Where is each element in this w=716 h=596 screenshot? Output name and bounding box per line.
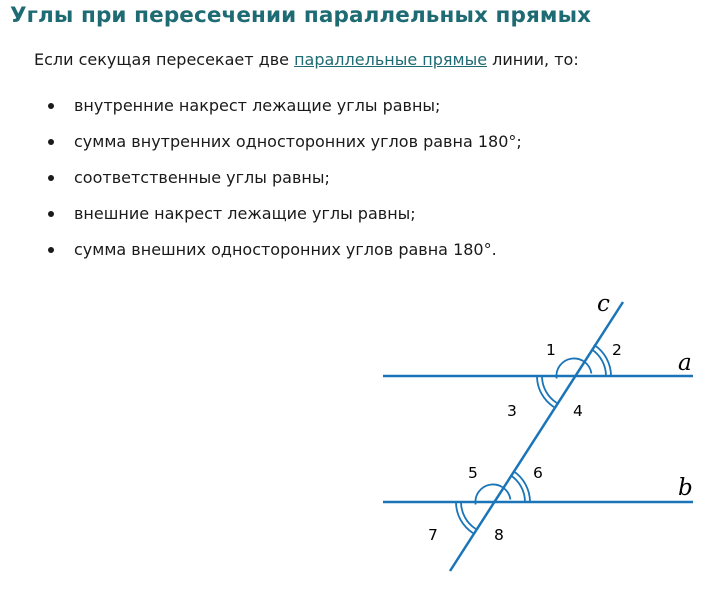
rule-text: внешние накрест лежащие углы равны; <box>74 204 416 223</box>
page-title: Углы при пересечении параллельных прямых <box>10 3 592 28</box>
rule-text: соответственные углы равны; <box>74 168 330 187</box>
transversal-c <box>450 302 623 571</box>
label-line-a: a <box>678 350 692 376</box>
intro-after: линии, то: <box>487 50 579 69</box>
label-angle-5: 5 <box>468 464 478 482</box>
label-angle-7: 7 <box>428 526 438 544</box>
rule-text: внутренние накрест лежащие углы равны; <box>74 96 441 115</box>
label-angle-8: 8 <box>494 526 504 544</box>
parallel-lines-link[interactable]: параллельные прямые <box>294 50 488 69</box>
label-line-b: b <box>678 475 693 501</box>
rule-text: сумма внутренних односторонних углов равна 180°; <box>74 132 522 151</box>
rule-text: сумма внешних односторонних углов равна 180°. <box>74 240 497 259</box>
label-line-c: c <box>597 291 610 317</box>
label-angle-2: 2 <box>612 341 622 359</box>
intro-before: Если секущая пересекает две <box>34 50 295 69</box>
label-angle-3: 3 <box>507 402 517 420</box>
label-angle-4: 4 <box>573 402 583 420</box>
label-angle-6: 6 <box>533 464 543 482</box>
label-angle-1: 1 <box>546 341 556 359</box>
